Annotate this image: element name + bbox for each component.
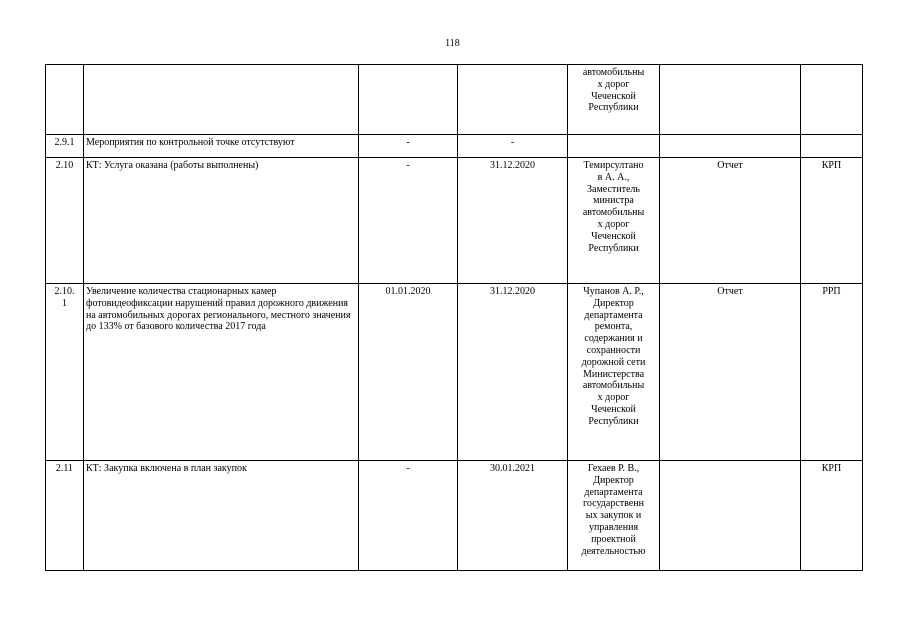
start-date: - bbox=[359, 461, 458, 571]
document-type bbox=[660, 135, 801, 158]
document-type: Отчет bbox=[660, 284, 801, 461]
activity-name: Мероприятия по контрольной точке отсутствуют bbox=[84, 135, 359, 158]
control-level: КРП bbox=[801, 461, 863, 571]
row-number: 2.10 bbox=[46, 158, 84, 284]
end-date: - bbox=[458, 135, 568, 158]
activity-name: КТ: Услуга оказана (работы выполнены) bbox=[84, 158, 359, 284]
document-type bbox=[660, 65, 801, 135]
start-date: - bbox=[359, 135, 458, 158]
end-date bbox=[458, 65, 568, 135]
table-row bbox=[46, 158, 863, 284]
document-type bbox=[660, 461, 801, 571]
document-type: Отчет bbox=[660, 158, 801, 284]
responsible-person: Темирсултано в А. А., Заместитель министра автомобильны х дорог Чеченской Республики bbox=[568, 158, 660, 284]
responsible-person: Чупанов А. Р., Директор департамента ремонта, содержания и сохранности дорожной сети Министерства автомобильны х дорог Чеченской Республики bbox=[568, 284, 660, 461]
row-number: 2.11 bbox=[46, 461, 84, 571]
row-number bbox=[46, 65, 84, 135]
control-level: РРП bbox=[801, 284, 863, 461]
row-number: 2.9.1 bbox=[46, 135, 84, 158]
activity-name: Увеличение количества стационарных камер фотовидеофиксации нарушений правил дорожного движения на автомобильных дорогах регионального, местного значения до 133% от базового количества 2017 года bbox=[84, 284, 359, 461]
start-date: - bbox=[359, 158, 458, 284]
activity-name bbox=[84, 65, 359, 135]
control-level bbox=[801, 65, 863, 135]
table-row bbox=[46, 284, 863, 461]
responsible-person: автомобильны х дорог Чеченской Республики bbox=[568, 65, 660, 135]
table-row bbox=[46, 65, 863, 135]
plan-table bbox=[45, 64, 863, 571]
end-date: 30.01.2021 bbox=[458, 461, 568, 571]
table-row bbox=[46, 461, 863, 571]
control-level bbox=[801, 135, 863, 158]
row-number: 2.10. 1 bbox=[46, 284, 84, 461]
start-date: 01.01.2020 bbox=[359, 284, 458, 461]
start-date bbox=[359, 65, 458, 135]
control-level: КРП bbox=[801, 158, 863, 284]
end-date: 31.12.2020 bbox=[458, 284, 568, 461]
end-date: 31.12.2020 bbox=[458, 158, 568, 284]
responsible-person: Гехаев Р. В., Директор департамента государственн ых закупок и управления проектной деятельностью bbox=[568, 461, 660, 571]
responsible-person bbox=[568, 135, 660, 158]
page-number: 118 bbox=[445, 38, 460, 49]
activity-name: КТ: Закупка включена в план закупок bbox=[84, 461, 359, 571]
table-row bbox=[46, 135, 863, 158]
